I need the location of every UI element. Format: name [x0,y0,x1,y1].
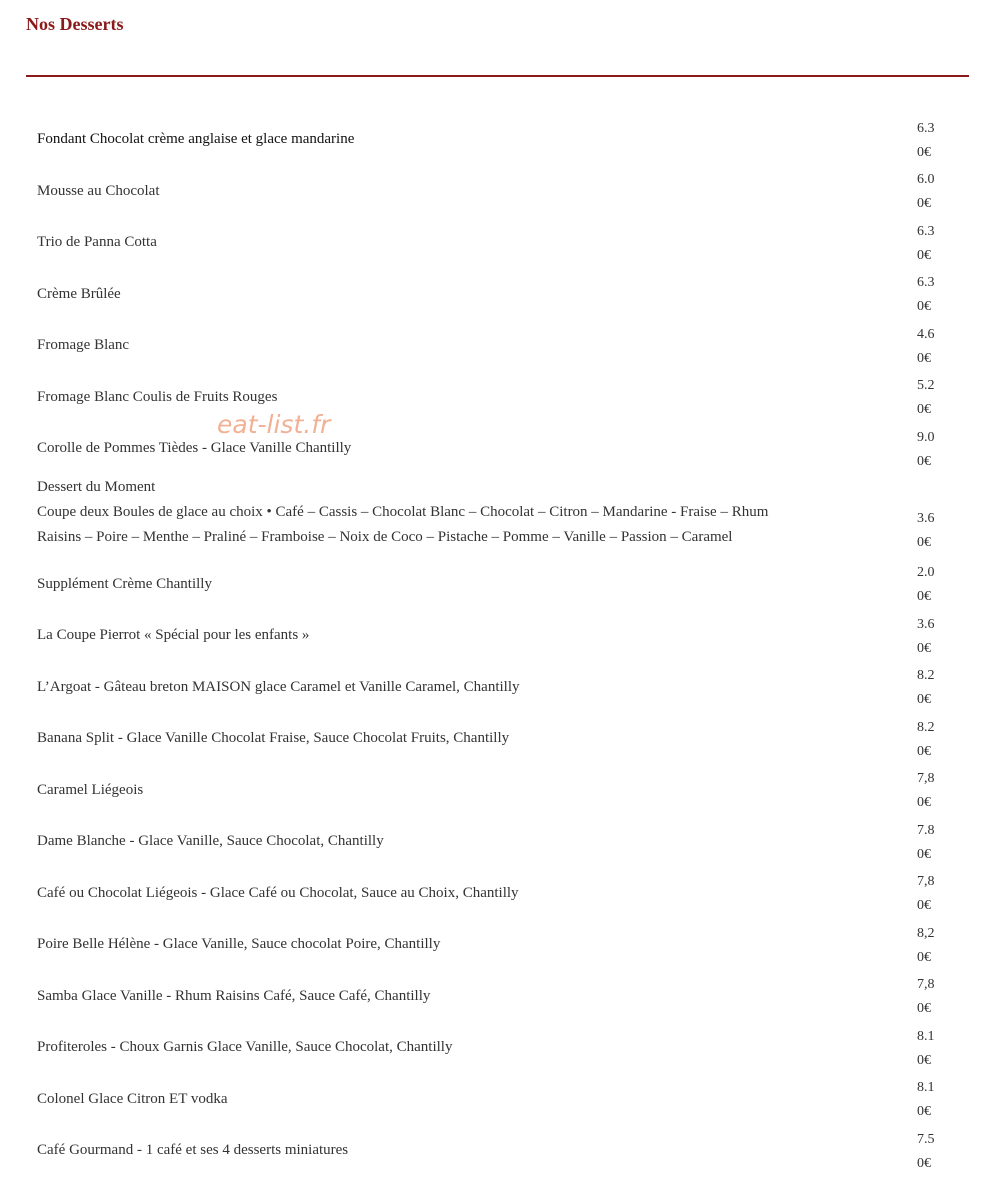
menu-item [37,713,947,765]
item-name: Café ou Chocolat Liégeois - Glace Café ou Chocolat, Sauce au Choix, Chantilly [37,884,519,901]
item-price [917,114,947,166]
item-price [917,1125,947,1177]
item-price [917,971,947,1023]
item-name: Fromage Blanc Coulis de Fruits Rouges [37,388,278,405]
item-name: Dame Blanche - Glace Vanille, Sauce Chocolat, Chantilly [37,833,384,850]
item-name: Café Gourmand - 1 café et ses 4 desserts miniatures [37,1142,349,1159]
price-currency: 0€ [917,402,931,418]
item-price [917,423,947,475]
price-currency: 0€ [917,846,931,862]
title-divider [26,75,969,77]
price-currency: 0€ [917,949,931,965]
price-value: 4.6 [917,326,935,342]
item-price [917,816,947,868]
price-value: 6.3 [917,275,935,291]
price-currency: 0€ [917,692,931,708]
item-name: Crème Brûlée [37,285,121,302]
price-currency: 0€ [917,589,931,605]
item-name: La Coupe Pierrot « Spécial pour les enfants » [37,627,310,644]
menu-item [37,1074,947,1126]
menu-item-coupe [37,475,947,559]
menu-item [37,868,947,920]
item-price [917,919,947,971]
item-name: Poire Belle Hélène - Glace Vanille, Sauce chocolat Poire, Chantilly [37,936,441,953]
item-name: Samba Glace Vanille - Rhum Raisins Café, Sauce Café, Chantilly [37,987,431,1004]
item-price [917,765,947,817]
item-price [917,217,947,269]
price-currency: 0€ [917,1052,931,1068]
price-value: 9.0 [917,429,935,445]
dessert-menu [37,114,947,1177]
price-value: 8,2 [917,925,935,941]
price-currency: 0€ [917,247,931,263]
coupe-line-2: Raisins – Poire – Menthe – Praliné – Framboise – Noix de Coco – Pistache – Pomme – Vanille – Passion – Caramel [37,528,733,545]
price-value: 8.1 [917,1028,935,1044]
item-price [917,1022,947,1074]
menu-item [37,1125,947,1177]
price-value: 7.5 [917,1131,935,1147]
coupe-line-1: Coupe deux Boules de glace au choix • Café – Cassis – Chocolat Blanc – Chocolat – Citron – Mandarine - Fraise – Rhum [37,503,769,520]
menu-item [37,269,947,321]
menu-item [37,1022,947,1074]
item-name: Colonel Glace Citron ET vodka [37,1090,228,1107]
price-value: 8.1 [917,1080,935,1096]
price-currency: 0€ [917,1104,931,1120]
item-price [917,610,947,662]
item-price [917,166,947,218]
item-price [917,320,947,372]
menu-item [37,816,947,868]
price-currency: 0€ [917,144,931,160]
menu-item [37,971,947,1023]
price-value: 8.2 [917,668,935,684]
menu-item [37,662,947,714]
item-price [917,372,947,424]
item-name: Caramel Liégeois [37,781,144,798]
item-name: Profiteroles - Choux Garnis Glace Vanille, Sauce Chocolat, Chantilly [37,1039,453,1056]
item-name: Mousse au Chocolat [37,182,160,199]
price-currency: 0€ [917,299,931,315]
item-name: L’Argoat - Gâteau breton MAISON glace Caramel et Vanille Caramel, Chantilly [37,678,520,695]
price-value: 7,8 [917,977,935,993]
price-value: 3.6 [917,616,935,632]
menu-item [37,320,947,372]
menu-item [37,372,947,424]
item-name: Banana Split - Glace Vanille Chocolat Fraise, Sauce Chocolat Fruits, Chantilly [37,730,510,747]
price-currency: 0€ [917,898,931,914]
price-value: 6.0 [917,172,935,188]
item-price [917,269,947,321]
menu-item [37,217,947,269]
item-name: Supplément Crème Chantilly [37,575,212,592]
item-name: Fromage Blanc [37,337,130,354]
price-value: 7.8 [917,822,935,838]
item-name [37,475,917,559]
price-currency: 0€ [917,743,931,759]
item-price [917,1074,947,1126]
price-value: 8.2 [917,719,935,735]
item-price [917,868,947,920]
price-value: 3.6 [917,510,935,526]
page-title: Nos Desserts [26,14,124,34]
item-price [917,559,947,611]
item-price [917,475,947,559]
price-value: 6.3 [917,223,935,239]
watermark: eat-list.fr [217,410,331,439]
price-currency: 0€ [917,1155,931,1171]
price-value: 6.3 [917,120,935,136]
price-value: 5.2 [917,378,935,394]
item-price [917,662,947,714]
item-price [917,713,947,765]
item-name: Fondant Chocolat crème anglaise et glace mandarine [37,131,355,148]
menu-item [37,919,947,971]
price-currency: 0€ [917,196,931,212]
price-currency: 0€ [917,640,931,656]
price-value: 7,8 [917,874,935,890]
menu-item [37,610,947,662]
price-value: 7,8 [917,771,935,787]
menu-item [37,423,947,475]
menu-item [37,559,947,611]
coupe-heading: Dessert du Moment [37,478,156,495]
price-currency: 0€ [917,350,931,366]
price-currency: 0€ [917,453,931,469]
price-currency: 0€ [917,1001,931,1017]
price-currency: 0€ [917,534,931,550]
item-name: Trio de Panna Cotta [37,234,157,251]
price-currency: 0€ [917,795,931,811]
menu-item [37,166,947,218]
item-name: Corolle de Pommes Tièdes - Glace Vanille Chantilly [37,440,352,457]
price-value: 2.0 [917,565,935,581]
menu-item [37,114,947,166]
menu-item [37,765,947,817]
